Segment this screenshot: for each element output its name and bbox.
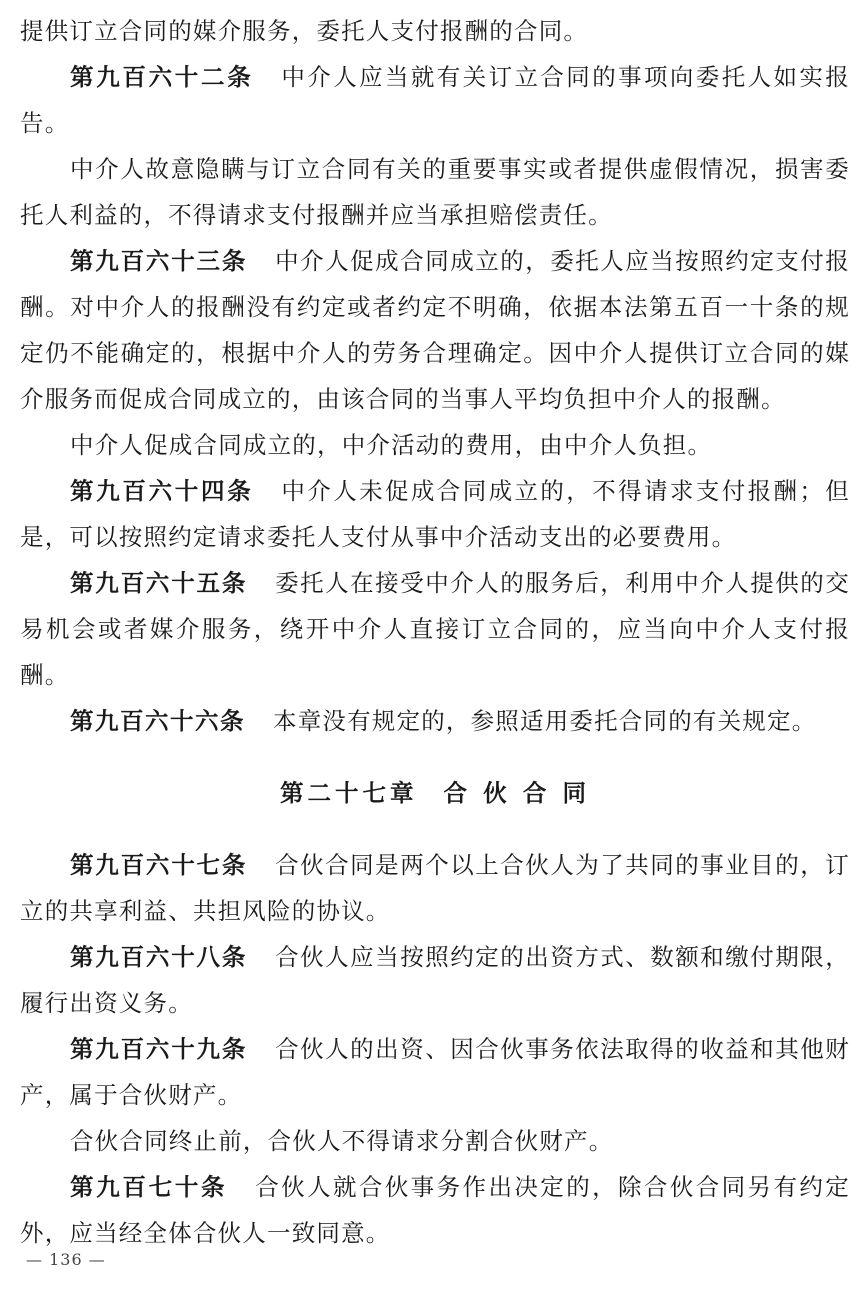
paragraph <box>20 560 850 698</box>
article-number: 第九百六十八条 <box>70 943 248 971</box>
article-number: 第九百六十二条 <box>70 63 254 91</box>
paragraph <box>20 468 850 560</box>
article-number: 第九百六十六条 <box>70 707 245 735</box>
paragraph <box>20 842 850 934</box>
section-after-chapter <box>20 842 850 1256</box>
paragraph <box>20 238 850 422</box>
paragraph-text: 合伙人的出资、因合伙事务依法取得的收益和其他财产，属于合伙财产。 <box>20 1035 851 1109</box>
article-number: 第九百六十三条 <box>70 247 248 275</box>
paragraph <box>20 1026 850 1118</box>
paragraph-text: 中介人未促成合同成立的，不得请求支付报酬；但是，可以按照约定请求委托人支付从事中介活动支出的必要费用。 <box>20 477 851 551</box>
page-number: — 136 — <box>26 1250 106 1269</box>
section-before-chapter <box>20 8 850 744</box>
article-number: 第九百七十条 <box>70 1173 228 1201</box>
article-number: 第九百六十九条 <box>70 1035 248 1063</box>
paragraph-text: 合伙人就合伙事务作出决定的，除合伙合同另有约定外，应当经全体合伙人一致同意。 <box>20 1173 850 1247</box>
paragraph-text: 委托人在接受中介人的服务后，利用中介人提供的交易机会或者媒介服务，绕开中介人直接订立合同的，应当向中介人支付报酬。 <box>20 569 851 689</box>
paragraph-text: 中介人故意隐瞒与订立合同有关的重要事实或者提供虚假情况，损害委托人利益的，不得请求支付报酬并应当承担赔偿责任。 <box>20 155 850 229</box>
article-number: 第九百六十七条 <box>70 851 248 879</box>
paragraph <box>20 1164 850 1256</box>
paragraph <box>20 54 850 146</box>
chapter-title: 合 伙 合 同 <box>443 779 591 807</box>
paragraph <box>20 1118 850 1164</box>
paragraph-text: 中介人应当就有关订立合同的事项向委托人如实报告。 <box>20 63 851 137</box>
paragraph-text: 提供订立合同的媒介服务，委托人支付报酬的合同。 <box>20 17 589 45</box>
document-page <box>20 8 850 1256</box>
paragraph <box>20 146 850 238</box>
paragraph-text: 合伙合同终止前，合伙人不得请求分割合伙财产。 <box>70 1127 614 1155</box>
paragraph-text: 中介人促成合同成立的，委托人应当按照约定支付报酬。对中介人的报酬没有约定或者约定不明确，依据本法第五百一十条的规定仍不能确定的，根据中介人的劳务合理确定。因中介人提供订立合同的媒介服务而促成合同成立的，由该合同的当事人平均负担中介人的报酬。 <box>20 247 851 413</box>
paragraph-text: 中介人促成合同成立的，中介活动的费用，由中介人负担。 <box>70 431 713 459</box>
paragraph-text: 合伙合同是两个以上合伙人为了共同的事业目的，订立的共享利益、共担风险的协议。 <box>20 851 851 925</box>
paragraph <box>20 934 850 1026</box>
article-number: 第九百六十五条 <box>70 569 248 597</box>
paragraph <box>20 8 850 54</box>
paragraph-text: 本章没有规定的，参照适用委托合同的有关规定。 <box>273 707 817 735</box>
paragraph-text: 合伙人应当按照约定的出资方式、数额和缴付期限，履行出资义务。 <box>20 943 851 1017</box>
article-number: 第九百六十四条 <box>70 477 254 505</box>
chapter-number: 第二十七章 <box>279 779 418 807</box>
chapter-heading <box>20 770 850 816</box>
paragraph <box>20 422 850 468</box>
paragraph <box>20 698 850 744</box>
